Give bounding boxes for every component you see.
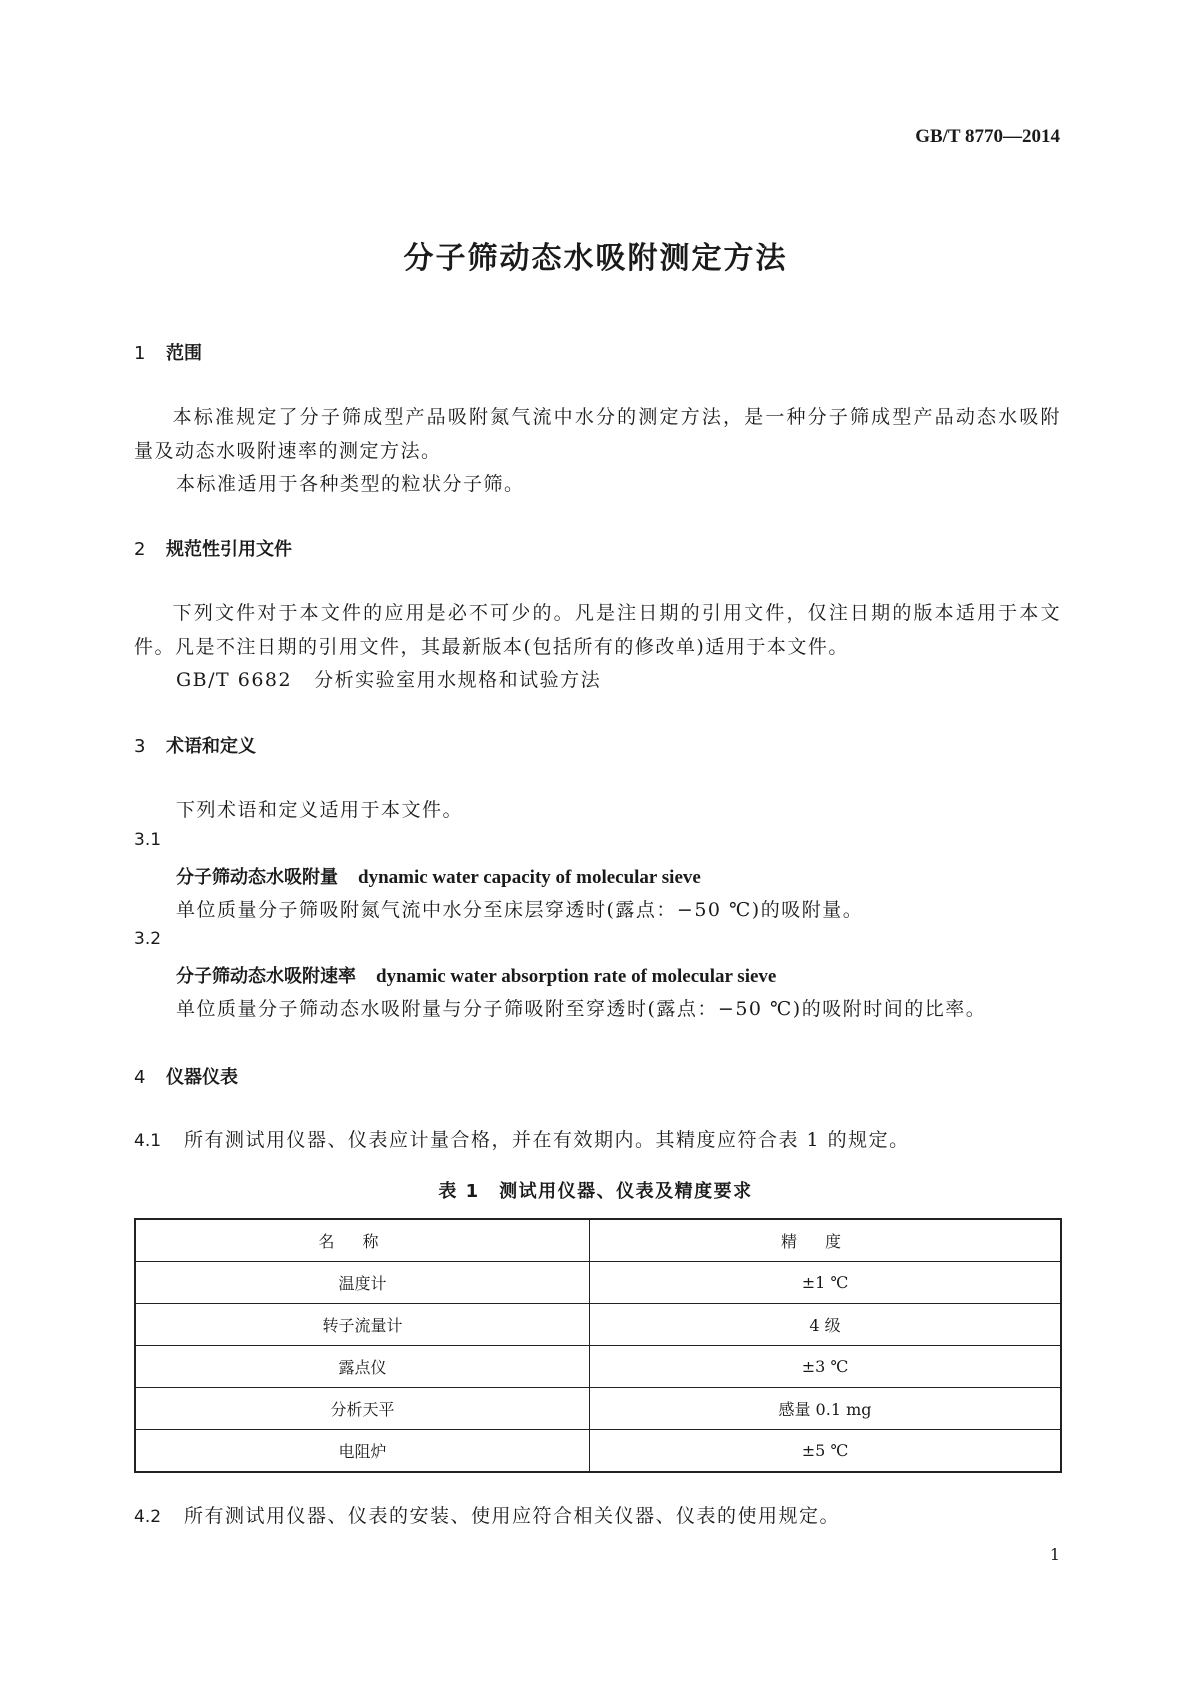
section-title: 仪器仪表 — [166, 1067, 238, 1088]
section-3-heading — [134, 732, 256, 758]
clause-number: 4.1 — [134, 1131, 162, 1151]
section-2-paragraph-1-line-2: 件。凡是不注日期的引用文件，其最新版本(包括所有的修改单)适用于本文件。 — [134, 636, 849, 658]
section-3-intro: 下列术语和定义适用于本文件。 — [176, 799, 464, 821]
document-title: 分子筛动态水吸附测定方法 — [403, 241, 788, 276]
instrument-name: 电阻炉 — [135, 1430, 590, 1473]
term-en: dynamic water absorption rate of molecular sieve — [376, 966, 777, 987]
instrument-name: 分析天平 — [135, 1388, 590, 1430]
header-name: 名称 — [135, 1219, 590, 1262]
clause-text: 所有测试用仪器、仪表的安装、使用应符合相关仪器、仪表的使用规定。 — [184, 1505, 841, 1527]
instrument-precision: ±1 ℃ — [590, 1262, 1062, 1304]
term-3-1 — [176, 863, 701, 889]
instrument-name: 转子流量计 — [135, 1304, 590, 1346]
section-number: 4 — [134, 1067, 146, 1088]
term-3-2-number: 3.2 — [134, 929, 162, 949]
term-3-1-definition: 单位质量分子筛吸附氮气流中水分至床层穿透时(露点：−50 ℃)的吸附量。 — [176, 899, 864, 921]
term-3-1-number: 3.1 — [134, 830, 162, 850]
normative-reference — [176, 665, 601, 692]
table-row — [135, 1346, 1061, 1388]
clause-number: 4.2 — [134, 1507, 162, 1527]
precision-table — [134, 1218, 1062, 1473]
clause-4-1 — [134, 1125, 910, 1152]
term-3-2 — [176, 962, 776, 988]
table-row — [135, 1262, 1061, 1304]
table-row — [135, 1388, 1061, 1430]
clause-4-2 — [134, 1501, 840, 1528]
instrument-precision: ±3 ℃ — [590, 1346, 1062, 1388]
section-number: 2 — [134, 539, 146, 560]
table-row — [135, 1304, 1061, 1346]
section-title: 规范性引用文件 — [166, 539, 292, 560]
table-caption: 表 1 测试用仪器、仪表及精度要求 — [438, 1181, 753, 1202]
term-zh: 分子筛动态水吸附速率 — [176, 966, 356, 987]
term-zh: 分子筛动态水吸附量 — [176, 867, 338, 888]
section-1-heading — [134, 339, 202, 365]
clause-text: 所有测试用仪器、仪表应计量合格，并在有效期内。其精度应符合表 1 的规定。 — [184, 1129, 910, 1151]
term-en: dynamic water capacity of molecular sieve — [358, 867, 701, 888]
instrument-precision: 4 级 — [590, 1304, 1062, 1346]
reference-code: GB/T 6682 — [176, 669, 293, 691]
section-1-paragraph-1-line-1: 本标准规定了分子筛成型产品吸附氮气流中水分的测定方法，是一种分子筛成型产品动态水吸附 — [172, 406, 1061, 428]
table-header-row — [135, 1219, 1061, 1262]
section-title: 范围 — [166, 343, 202, 364]
section-1-paragraph-1-line-2: 量及动态水吸附速率的测定方法。 — [134, 440, 442, 462]
section-number: 3 — [134, 736, 146, 757]
section-2-paragraph-1-line-1: 下列文件对于本文件的应用是必不可少的。凡是注日期的引用文件，仅注日期的版本适用于本文 — [172, 602, 1061, 624]
page-number: 1 — [1049, 1545, 1060, 1564]
term-3-2-definition: 单位质量分子筛动态水吸附量与分子筛吸附至穿透时(露点：−50 ℃)的吸附时间的比率。 — [176, 998, 987, 1020]
section-title: 术语和定义 — [166, 736, 256, 757]
instrument-precision: ±5 ℃ — [590, 1430, 1062, 1473]
standard-number: GB/T 8770—2014 — [915, 126, 1060, 147]
reference-title: 分析实验室用水规格和试验方法 — [314, 669, 602, 691]
header-precision: 精度 — [590, 1219, 1062, 1262]
section-1-paragraph-2: 本标准适用于各种类型的粒状分子筛。 — [176, 473, 525, 495]
section-4-heading — [134, 1063, 238, 1089]
instrument-precision: 感量 0.1 mg — [590, 1388, 1062, 1430]
instrument-name: 露点仪 — [135, 1346, 590, 1388]
section-2-heading — [134, 535, 292, 561]
table-row — [135, 1430, 1061, 1473]
instrument-name: 温度计 — [135, 1262, 590, 1304]
section-number: 1 — [134, 343, 146, 364]
